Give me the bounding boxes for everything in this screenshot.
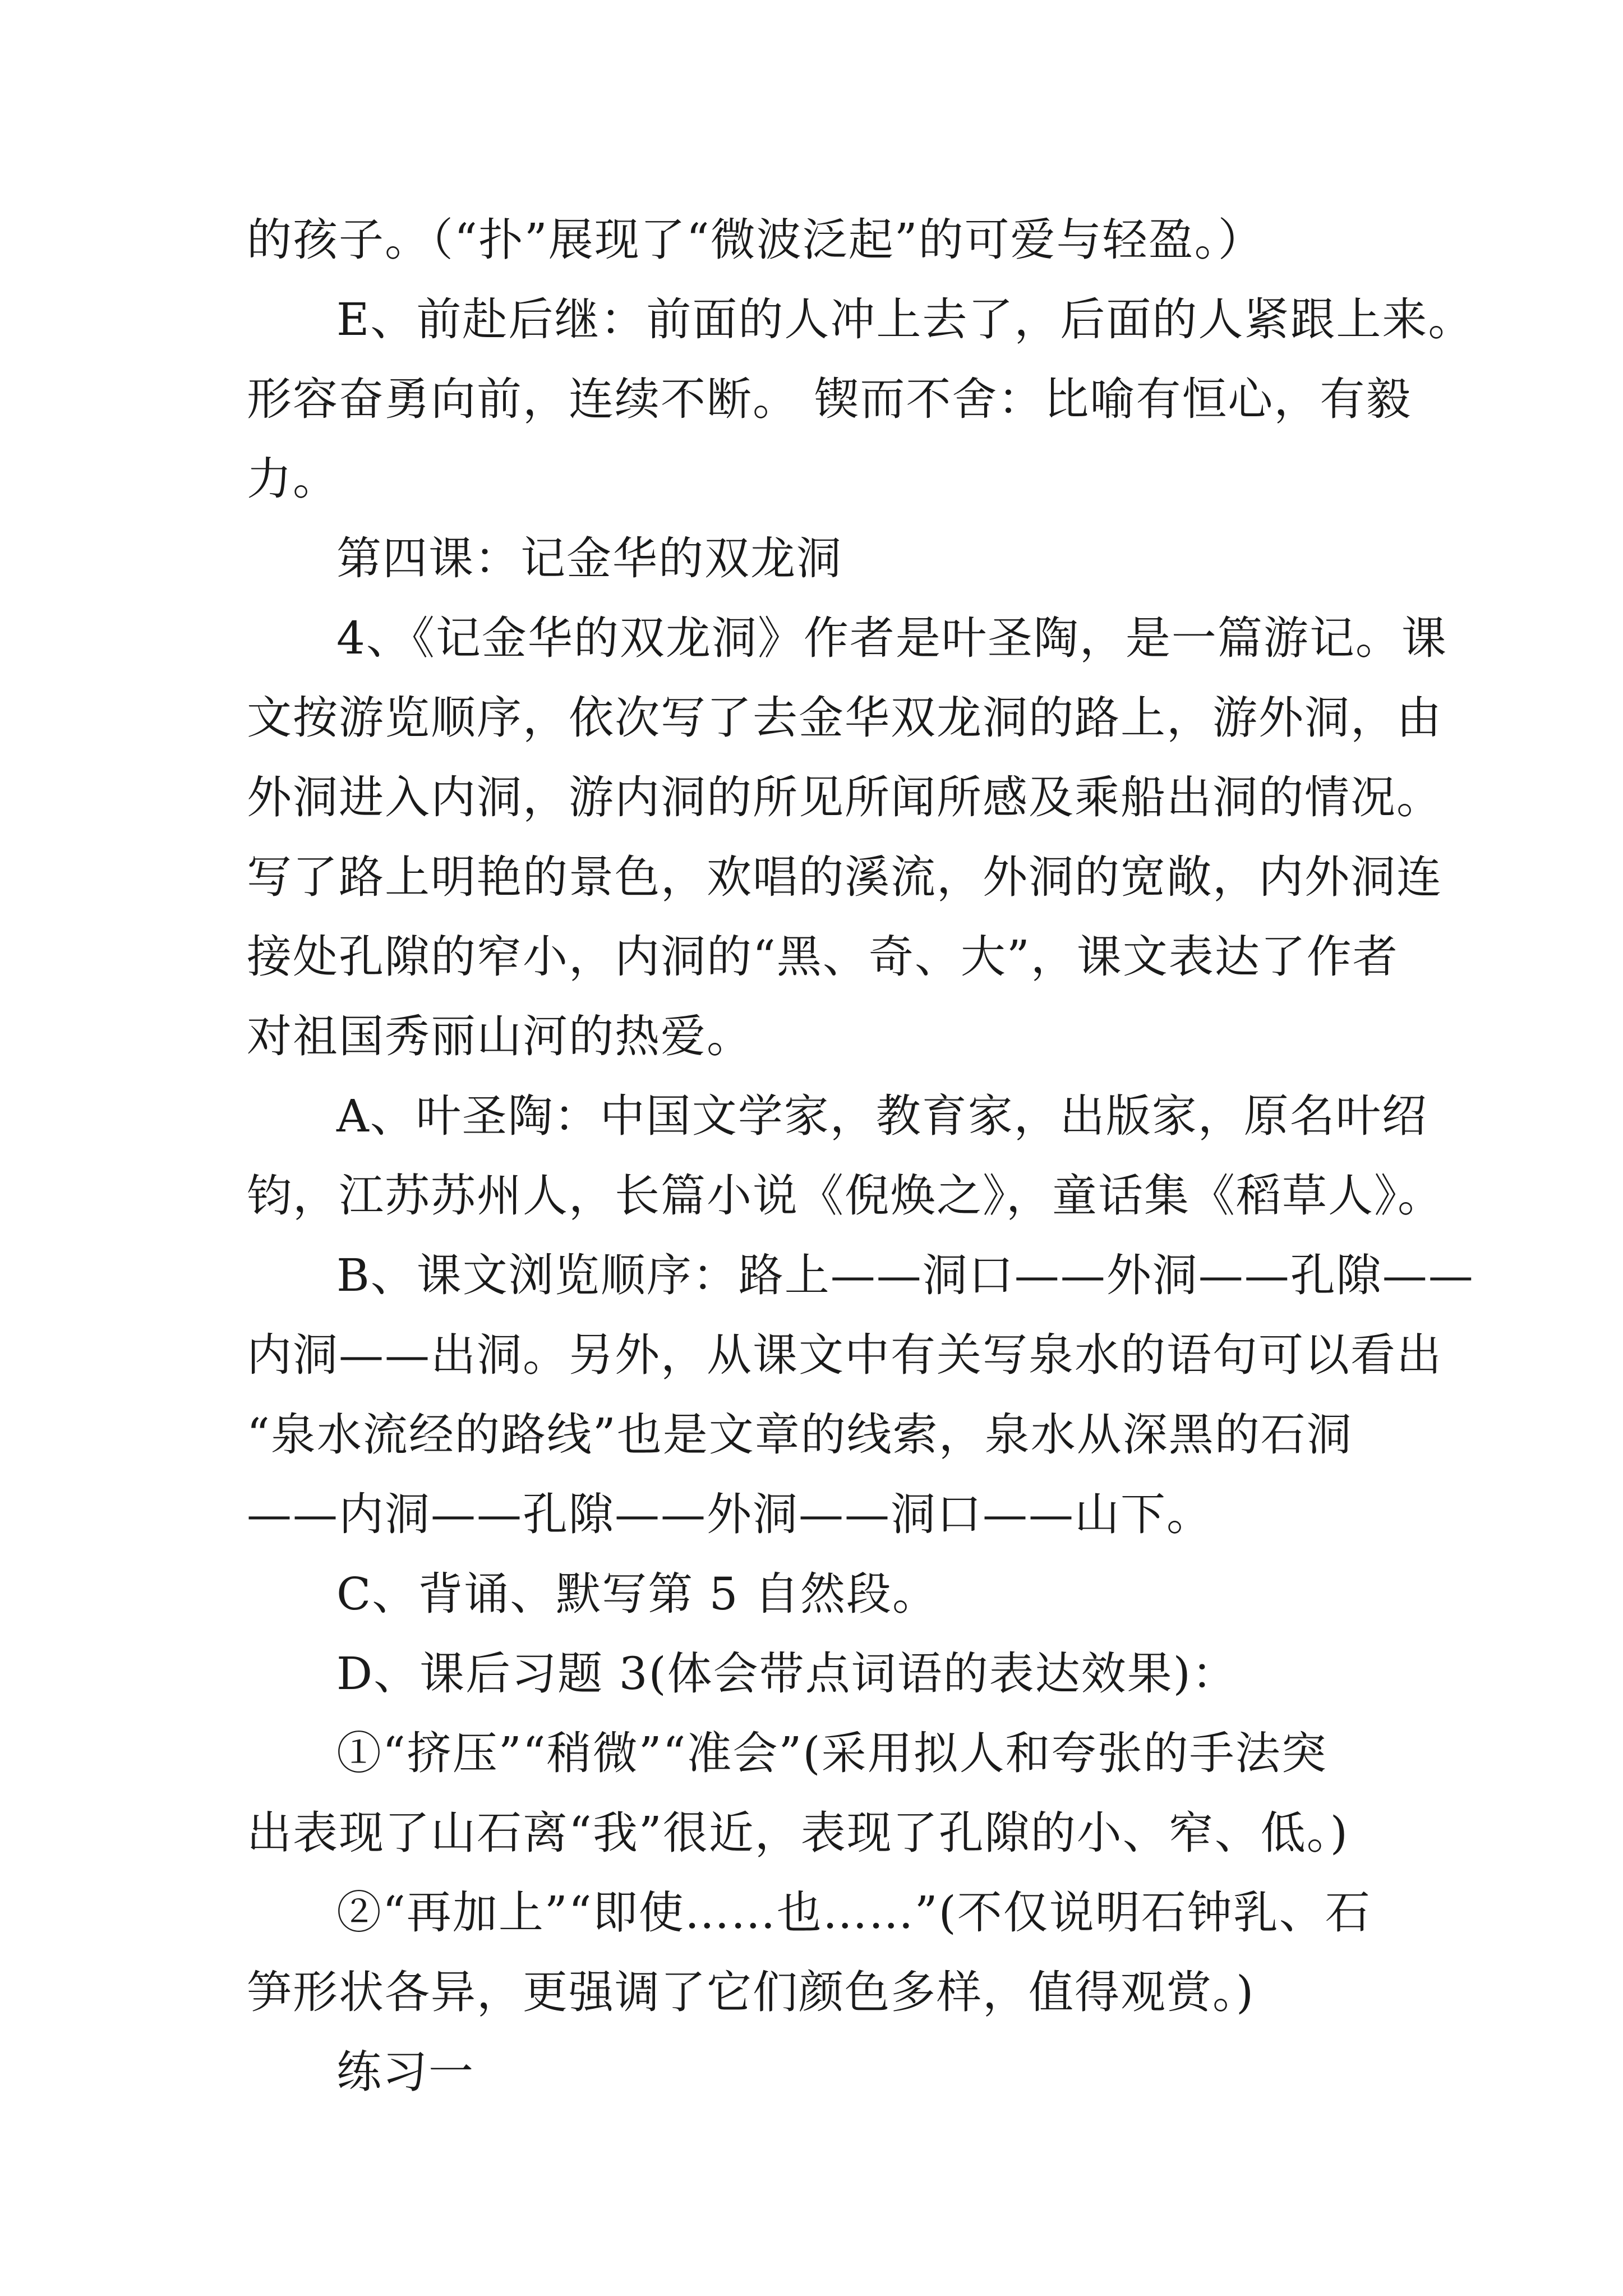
text-line: 对祖国秀丽山河的热爱。 [247,1010,753,1062]
section-heading: 练习一 [336,2046,474,2098]
text-line: 笋形状各异，更强调了它们颜色多样，值得观赏。) [247,1966,1255,2018]
text-line: 4、《记金华的双龙洞》作者是叶圣陶，是一篇游记。课 [336,612,1447,664]
text-line: 接处孔隙的窄小，内洞的“黑、奇、大”，课文表达了作者 [247,931,1399,983]
text-line: E、前赴后继：前面的人冲上去了，后面的人紧跟上来。 [336,293,1474,346]
text-line: C、背诵、默写第 5 自然段。 [336,1568,938,1620]
text-line: B、课文浏览顺序：路上——洞口——外洞——孔隙—— [336,1249,1474,1301]
text-line: 钧，江苏苏州人，长篇小说《倪焕之》，童话集《稻草人》。 [247,1170,1444,1222]
text-line: 写了路上明艳的景色，欢唱的溪流，外洞的宽敞，内外洞连 [247,851,1442,903]
text-line: 内洞——出洞。另外，从课文中有关写泉水的语句可以看出 [247,1329,1442,1381]
text-line: D、课后习题 3(体会带点词语的表达效果)： [336,1648,1238,1700]
text-line: 形容奋勇向前，连续不断。 锲而不舍：比喻有恒心，有毅 [247,373,1412,425]
text-line: 外洞进入内洞，游内洞的所见所闻所感及乘船出洞的情况。 [247,771,1442,823]
text-line: 的孩子。（“扑”展现了“微波泛起”的可爱与轻盈。） [247,214,1264,266]
section-heading: 第四课：记金华的双龙洞 [336,532,842,585]
text-line: 力。 [247,453,339,505]
text-line: A、叶圣陶：中国文学家，教育家，出版家，原名叶绍 [336,1090,1428,1142]
text-line: ——内洞——孔隙——外洞——洞口——山下。 [247,1488,1212,1540]
text-line: 文按游览顺序，依次写了去金华双龙洞的路上，游外洞，由 [247,692,1442,744]
text-line: ②“再加上”“即使……也……”(不仅说明石钟乳、石 [336,1887,1371,1939]
text-line: ①“挤压”“稍微”“准会”(采用拟人和夸张的手法突 [336,1727,1327,1779]
text-line: 出表现了山石离“我”很近，表现了孔隙的小、窄、低。) [247,1807,1349,1859]
text-line: “泉水流经的路线”也是文章的线索，泉水从深黑的石洞 [247,1409,1353,1461]
